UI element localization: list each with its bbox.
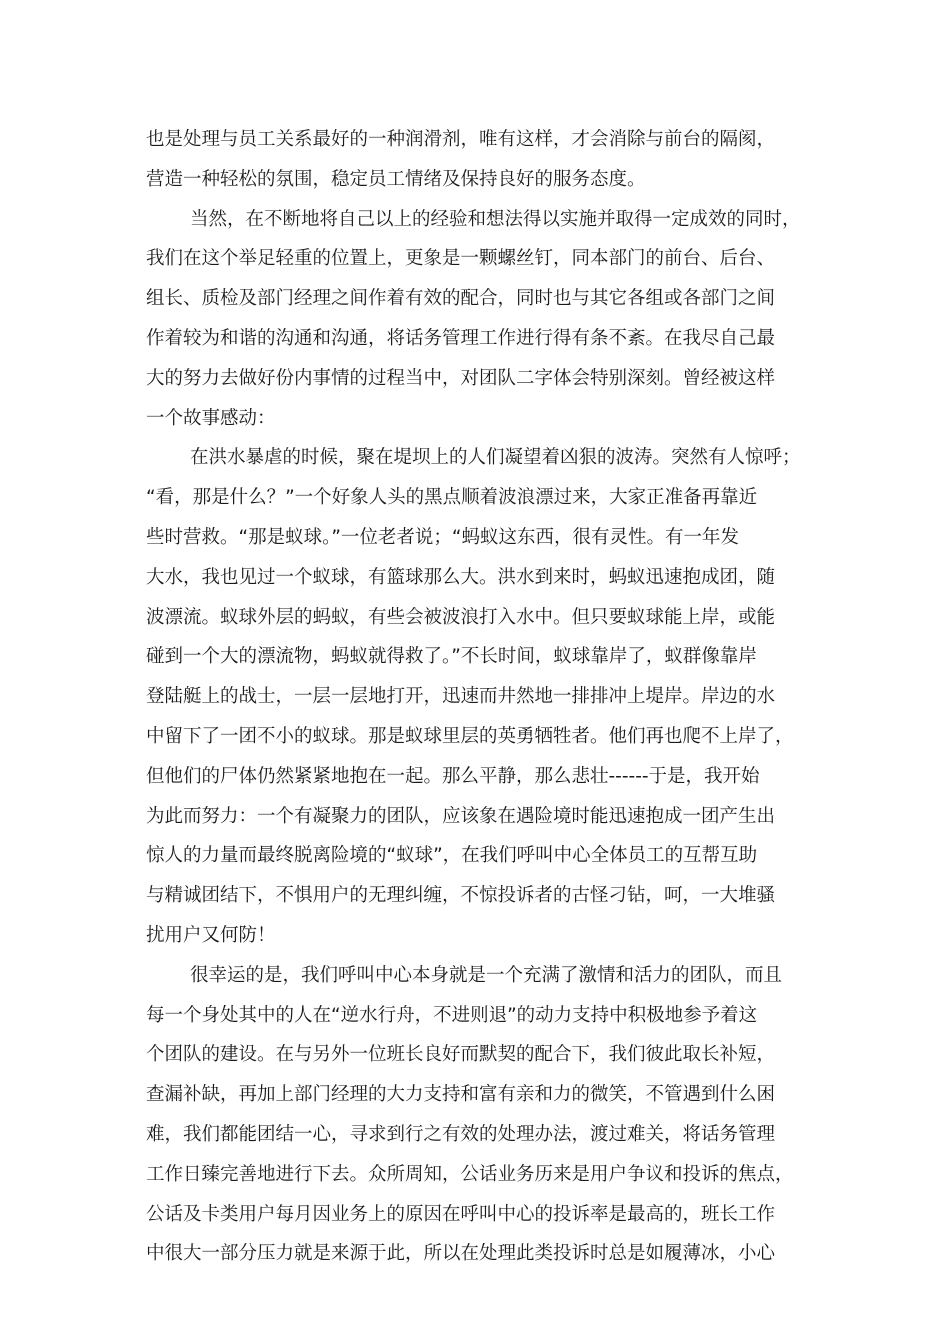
- paragraph-first-line: 当然，在不断地将自己以上的经验和想法得以实施并取得一定成效的同时，: [190, 208, 801, 230]
- body-text: [146, 120, 816, 1274]
- text-line: 工作日臻完善地进行下去。众所周知，公话业务历来是用户争议和投诉的焦点，: [146, 1163, 794, 1185]
- text-line: 惊人的力量而最终脱离险境的“蚁球”，在我们呼叫中心全体员工的互帮互助: [146, 845, 758, 867]
- text-line: 我们在这个举足轻重的位置上，更象是一颗螺丝钉，同本部门的前台、后台、: [146, 248, 776, 270]
- text-line: 营造一种轻松的氛围，稳定员工情绪及保持良好的服务态度。: [146, 168, 646, 190]
- paragraph-first-line: 很幸运的是，我们呼叫中心本身就是一个充满了激情和活力的团队，而且: [190, 964, 783, 986]
- text-line: 查漏补缺，再加上部门经理的大力支持和富有亲和力的微笑，不管遇到什么困: [146, 1084, 776, 1106]
- text-line: 登陆艇上的战士，一层一层地打开，迅速而井然地一排排冲上堤岸。岸边的水: [146, 686, 776, 708]
- text-line: 个团队的建设。在与另外一位班长良好而默契的配合下，我们彼此取长补短，: [146, 1044, 776, 1066]
- text-line: 碰到一个大的漂流物，蚂蚁就得救了。”不长时间，蚁球靠岸了，蚁群像靠岸: [146, 646, 757, 668]
- text-line: 大的努力去做好份内事情的过程当中，对团队二字体会特别深刻。曾经被这样: [146, 367, 776, 389]
- text-line: 扰用户又何防！: [146, 924, 276, 946]
- text-line: 为此而努力：一个有凝聚力的团队，应该象在遇险境时能迅速抱成一团产生出: [146, 805, 776, 827]
- text-line: 波漂流。蚁球外层的蚂蚁，有些会被波浪打入水中。但只要蚁球能上岸，或能: [146, 606, 776, 628]
- text-line: 也是处理与员工关系最好的一种润滑剂，唯有这样，才会消除与前台的隔阂，: [146, 129, 776, 150]
- text-line: 大水，我也见过一个蚁球，有篮球那么大。洪水到来时，蚂蚁迅速抱成团，随: [146, 566, 776, 588]
- text-line: 中很大一部分压力就是来源于此，所以在处理此类投诉时总是如履薄冰，小心: [146, 1243, 776, 1265]
- text-line: 难，我们都能团结一心，寻求到行之有效的处理办法，渡过难关，将话务管理: [146, 1123, 776, 1145]
- text-line: 与精诚团结下，不惧用户的无理纠缠，不惊投诉者的古怪刁钻，呵，一大堆骚: [146, 885, 776, 907]
- text-line: 组长、质检及部门经理之间作着有效的配合，同时也与其它各组或各部门之间: [146, 288, 776, 310]
- text-line: 但他们的尸体仍然紧紧地抱在一起。那么平静，那么悲壮------于是，我开始: [146, 765, 760, 787]
- text-line: 每一个身处其中的人在“逆水行舟，不进则退”的动力支持中积极地参予着这: [146, 1004, 758, 1026]
- text-line: 一个故事感动：: [146, 407, 276, 429]
- text-line: 公话及卡类用户每月因业务上的原因在呼叫中心的投诉率是最高的，班长工作: [146, 1203, 776, 1225]
- text-line: 些时营救。“那是蚁球。”一位老者说；“蚂蚁这东西，很有灵性。有一年发: [146, 526, 740, 548]
- text-line: 中留下了一团不小的蚁球。那是蚁球里层的英勇牺牲者。他们再也爬不上岸了，: [146, 725, 794, 747]
- text-line: “看，那是什么？”一个好象人头的黑点顺着波浪漂过来，大家正准备再靠近: [146, 487, 758, 509]
- text-line: 作着较为和谐的沟通和沟通，将话务管理工作进行得有条不紊。在我尽自己最: [146, 327, 776, 349]
- paragraph-first-line: 在洪水暴虐的时候，聚在堤坝上的人们凝望着凶狠的波涛。突然有人惊呼；: [190, 447, 801, 469]
